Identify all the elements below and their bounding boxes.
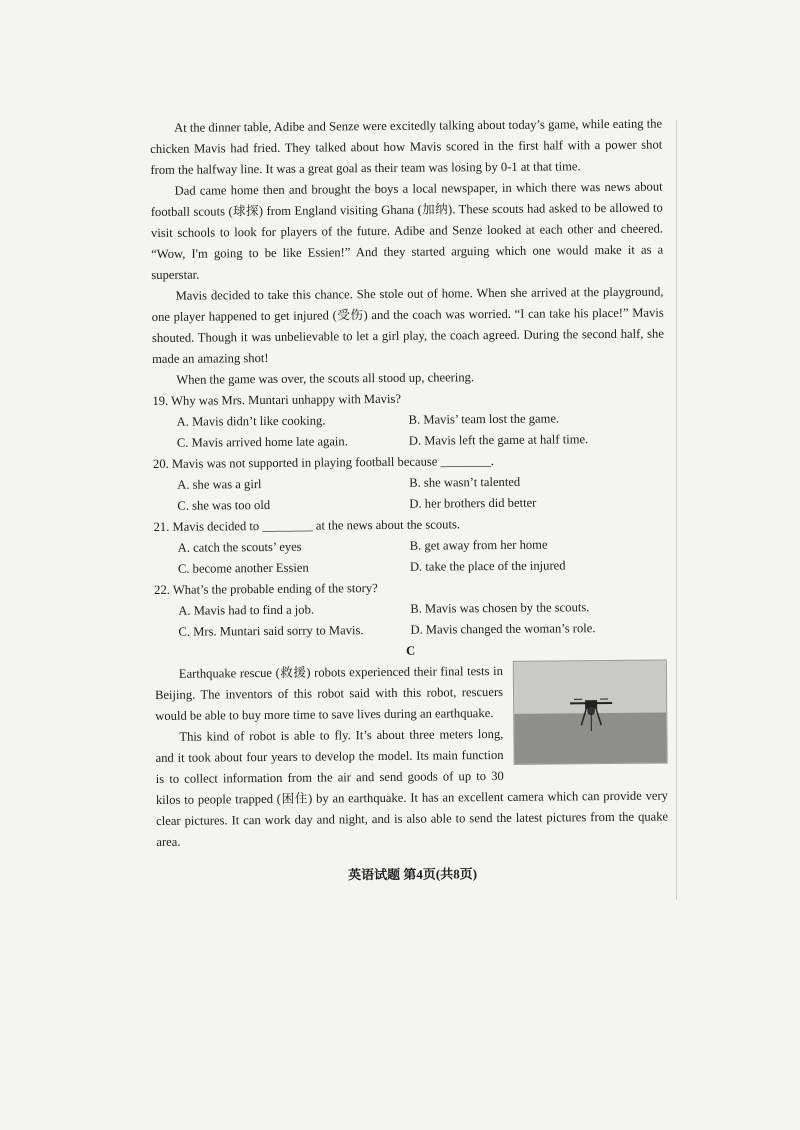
option-c: C. she was too old [177, 497, 271, 513]
passage-paragraph: When the game was over, the scouts all stood up, cheering. [176, 370, 475, 387]
option-d: D. her brothers did better [409, 495, 537, 511]
question-22 [154, 576, 667, 643]
question-21 [153, 513, 666, 580]
option-d: D. Mavis left the game at half time. [408, 432, 589, 448]
passage-paragraph: At the dinner table, Adibe and Senze were excitedly talking about today’s game, while eating the chicken Mavis had fried. They talked about how Mavis scored in the first half with a power shot from the halfway line. It was a great goal as their team was losing by 0-1 at that time. [150, 116, 663, 177]
question-stem: 19. Why was Mrs. Muntari unhappy with Mavis? [152, 391, 401, 408]
passage-paragraph: This kind of robot is able to fly. It’s about three meters long, and it took about four years to develop the model. Its main function is to collect information from the air and send goods of up to 30 kilos to people trapped (困住) by an earthquake. It has an excellent camera which can provide very clear pictures. It can work day and night, and is also able to send the latest pictures from the quake area. [155, 726, 669, 849]
passage-paragraph: Earthquake rescue (救援) robots experienced their final tests in Beijing. The inventors of this robot said with this robot, rescuers would be able to buy more time to save lives during an earthquake. [154, 663, 504, 723]
question-stem: 20. Mavis was not supported in playing football because ________. [152, 454, 495, 471]
option-a: A. Mavis had to find a job. [178, 602, 315, 618]
question-options [153, 408, 665, 454]
option-a: A. Mavis didn’t like cooking. [176, 413, 326, 429]
option-a: A. she was a girl [177, 477, 262, 492]
drone-icon [568, 695, 614, 735]
option-c: C. become another Essien [177, 560, 309, 576]
question-options [153, 471, 665, 517]
question-20 [153, 450, 666, 517]
option-a: A. catch the scouts’ eyes [177, 539, 302, 555]
option-b: B. Mavis was chosen by the scouts. [410, 600, 590, 616]
passage-b [150, 114, 664, 391]
option-b: B. Mavis’ team lost the game. [408, 411, 560, 427]
section-letter: C [406, 643, 416, 658]
passage-paragraph: Mavis decided to take this chance. She stole out of home. When she arrived at the playground, one player happened to get injured (受伤) and the coach was worried. “I can take his place!” Mavis shouted. Though it was unbelievable to let a girl play, the coach agreed. During the second half, she made an amazing shot! [151, 284, 664, 366]
option-c: C. Mrs. Muntari said sorry to Mavis. [178, 623, 364, 639]
option-b: B. she wasn’t talented [409, 474, 521, 490]
option-d: D. take the place of the injured [409, 558, 566, 574]
question-options [154, 534, 666, 580]
option-c: C. Mavis arrived home late again. [176, 434, 348, 450]
page-footer: 英语试题 第4页(共8页) [348, 866, 478, 883]
option-d: D. Mavis changed the woman’s role. [410, 621, 596, 637]
question-stem: 21. Mavis decided to ________ at the news about the scouts. [153, 517, 461, 534]
page-content [150, 114, 669, 883]
question-19 [152, 387, 665, 454]
option-b: B. get away from her home [409, 537, 548, 553]
question-options [154, 597, 666, 643]
passage-c [155, 660, 669, 853]
question-stem: 22. What’s the probable ending of the story? [154, 581, 378, 597]
passage-paragraph: Dad came home then and brought the boys a local newspaper, in which there was news about football scouts (球探) from England visiting Ghana (加纳). These scouts had asked to be allowed to visit schools to look for players of the future. Adibe and Senze looked at each other and cheered. “Wow, I'm going to be like Essien!” And they started arguing which one would make it as a superstar. [150, 179, 664, 282]
drone-photo [513, 660, 668, 765]
